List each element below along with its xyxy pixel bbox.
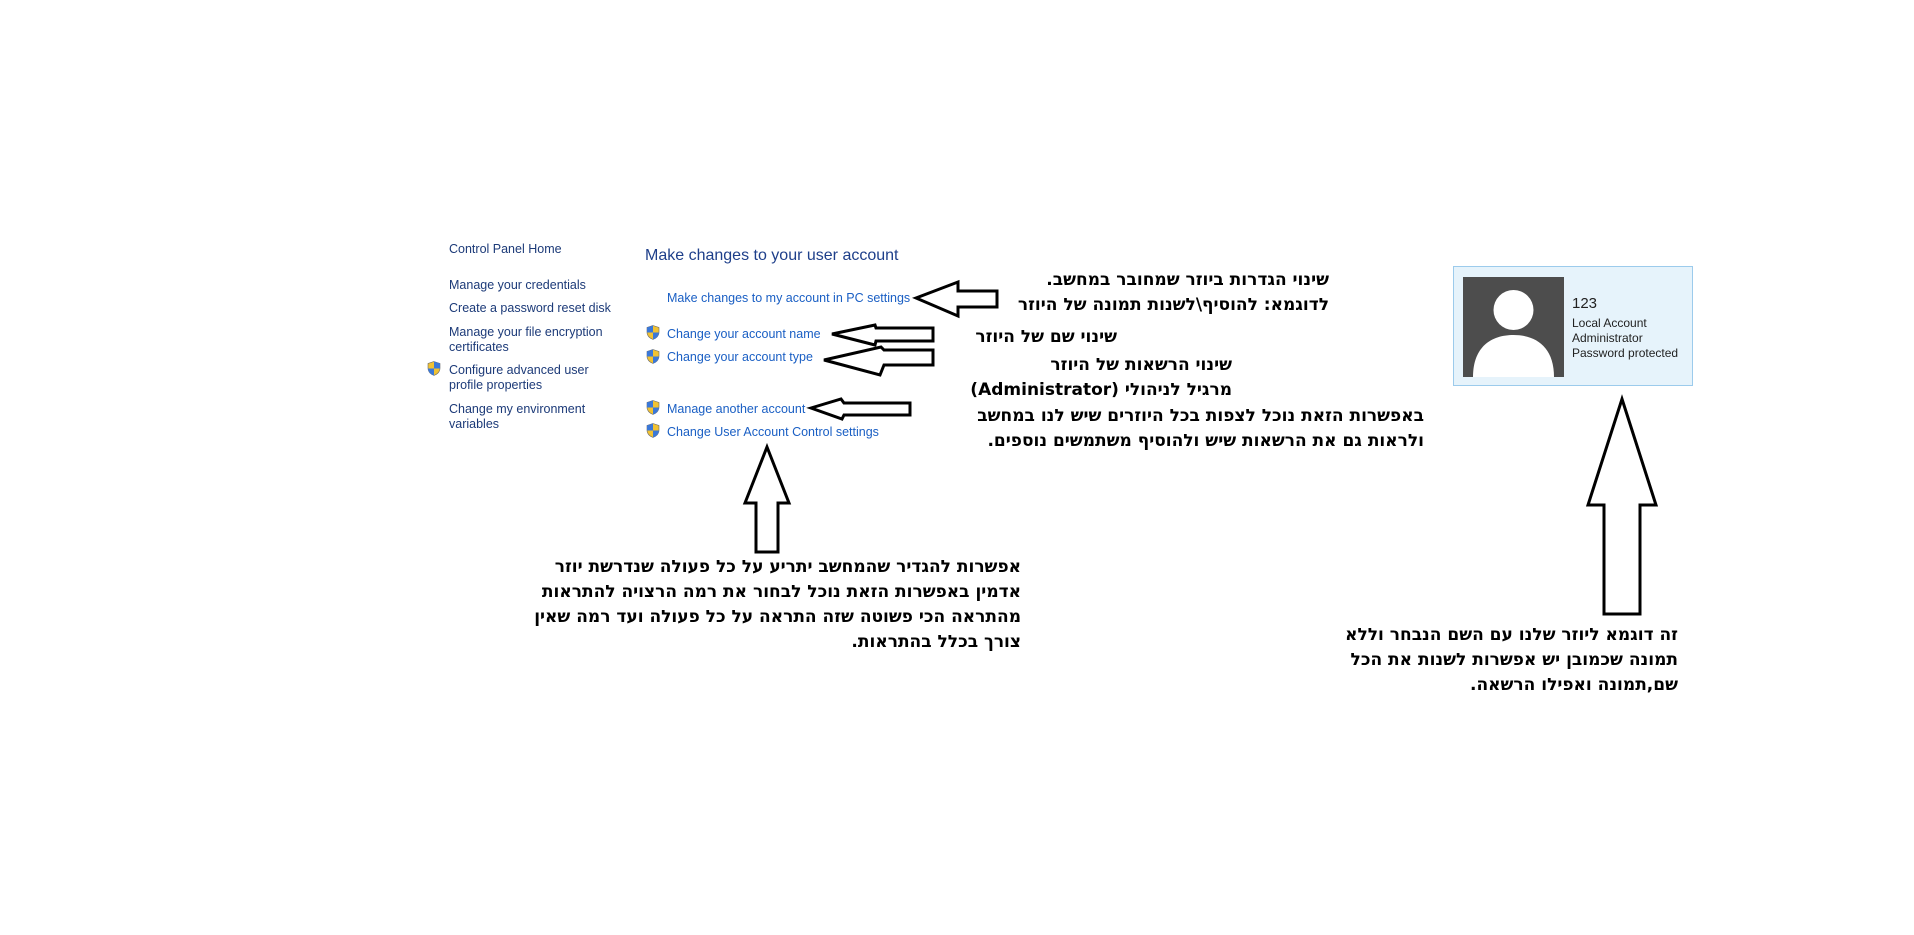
control-panel-home-link[interactable]: Control Panel Home (449, 242, 562, 256)
arrow-left-icon (811, 399, 910, 419)
password-reset-disk-link[interactable]: Create a password reset disk (449, 301, 611, 315)
advanced-profile-link-line1[interactable]: Configure advanced user (449, 363, 589, 377)
uac-settings-link[interactable]: Change User Account Control settings (667, 425, 879, 439)
note-account-card-line1: זה דוגמא ליוזר שלנו עם השם הנבחר וללא (1345, 625, 1678, 645)
account-kind: Local Account (1572, 316, 1647, 330)
note-account-card-line2: תמונה שכמובן יש אפשרות לשנות את הכל (1350, 650, 1678, 670)
manage-credentials-link[interactable]: Manage your credentials (449, 278, 586, 292)
note-account-type (970, 353, 1232, 403)
note-pc-settings-line1: שינוי הגדרות ביוזר שמחובר במחשב. (1046, 270, 1329, 290)
page-title: Make changes to your user account (645, 247, 899, 264)
avatar (1463, 277, 1564, 377)
arrow-left-icon (916, 282, 997, 316)
note-uac-line2: אדמין באפשרות הזאת נוכל לבחור את רמה הרצויה להתראות (541, 582, 1021, 602)
note-pc-settings (1018, 268, 1329, 318)
note-account-type-line1: שינוי הרשאות של היוזר (1050, 355, 1232, 375)
account-name: 123 (1572, 295, 1598, 312)
file-encryption-link-line1[interactable]: Manage your file encryption (449, 325, 603, 339)
environment-variables-link-line2[interactable]: variables (449, 417, 500, 431)
manage-another-account-link[interactable]: Manage another account (667, 402, 806, 416)
environment-variables-link-line1[interactable]: Change my environment (449, 402, 586, 416)
change-account-name-link[interactable]: Change your account name (667, 327, 821, 341)
arrow-up-icon (1588, 399, 1656, 614)
arrow-left-icon (832, 325, 933, 345)
note-account-card (1345, 623, 1678, 698)
change-account-type-link[interactable]: Change your account type (667, 350, 813, 364)
account-card (1453, 266, 1693, 386)
note-manage-another-line1: באפשרות הזאת נוכל לצפות בכל היוזרים שיש לנו במחשב (977, 406, 1424, 426)
note-manage-another (977, 404, 1424, 454)
note-uac-line3: מהתראה הכי פשוטה שזה התראה על כל פעולה ועד רמה שאין (534, 607, 1021, 627)
note-account-card-line3: שם,תמונה ואפילו הרשאה. (1470, 675, 1678, 695)
note-manage-another-line2: ולראות גם את הרשאות שיש ולהוסיף משתמשים נוספים. (987, 431, 1424, 451)
note-account-name: שינוי שם של היוזר (975, 327, 1117, 347)
account-role: Administrator (1572, 331, 1643, 345)
note-account-type-line2: מרגיל לניהולי (Administrator) (970, 380, 1232, 400)
file-encryption-link-line2[interactable]: certificates (449, 340, 509, 354)
arrow-left-icon (824, 347, 933, 375)
note-uac-line1: אפשרות להגדיר שהמחשב יתריע על כל פעולה שנדרשת יוזר (554, 557, 1021, 577)
pc-settings-link[interactable]: Make changes to my account in PC settings (667, 291, 911, 305)
note-uac (534, 555, 1021, 655)
arrow-up-icon (745, 447, 789, 552)
note-pc-settings-line2: לדוגמא: להוסיף\לשנות תמונה של היוזר (1017, 295, 1329, 315)
user-silhouette-icon (1463, 277, 1564, 377)
note-uac-line4: צורך בכלל בהתראות. (851, 632, 1021, 652)
advanced-profile-link-line2[interactable]: profile properties (449, 378, 543, 392)
account-password-status: Password protected (1572, 346, 1679, 360)
